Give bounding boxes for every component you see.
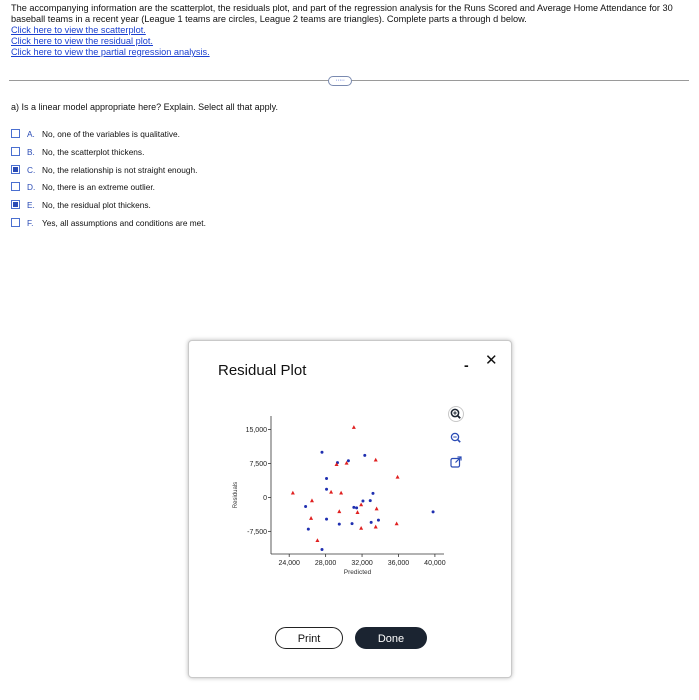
- league1-point: [351, 522, 354, 525]
- option-b-checkbox[interactable]: [11, 147, 20, 156]
- league1-point: [352, 506, 355, 509]
- option-a-checkbox[interactable]: [11, 129, 20, 138]
- league2-point: [356, 510, 360, 514]
- league2-point: [396, 475, 400, 479]
- league1-point: [432, 510, 435, 513]
- league1-point: [304, 505, 307, 508]
- residual-plot-dialog: [188, 340, 512, 678]
- option-e-text: No, the residual plot thickens.: [42, 200, 151, 211]
- x-tick-label: 36,000: [387, 560, 410, 567]
- option-a-letter: A.: [27, 129, 35, 139]
- done-button[interactable]: Done: [355, 627, 427, 649]
- close-icon[interactable]: ✕: [485, 352, 498, 369]
- league2-point: [359, 526, 363, 530]
- league1-point: [325, 488, 328, 491]
- problem-intro: [11, 3, 691, 58]
- league1-point: [355, 506, 358, 509]
- option-c-checkbox[interactable]: [11, 165, 20, 174]
- scatterplot-link[interactable]: Click here to view the scatterplot.: [11, 25, 146, 35]
- league1-point: [369, 499, 372, 502]
- league1-point: [325, 518, 328, 521]
- league1-point: [371, 492, 374, 495]
- league2-point: [309, 516, 313, 520]
- option-d-letter: D.: [27, 182, 36, 193]
- league1-point: [320, 548, 323, 551]
- option-d-text: No, there is an extreme outlier.: [42, 182, 155, 193]
- league2-point: [395, 521, 399, 525]
- expand-more-button[interactable]: ·····: [328, 76, 352, 86]
- option-d-checkbox[interactable]: [11, 182, 20, 191]
- option-a-text: No, one of the variables is qualitative.: [42, 129, 180, 139]
- league2-point: [374, 525, 378, 529]
- minimize-icon[interactable]: -: [464, 357, 469, 373]
- league1-point: [363, 454, 366, 457]
- option-f-letter: F.: [27, 217, 34, 228]
- option-e-checkbox[interactable]: [11, 200, 20, 209]
- option-f-checkbox[interactable]: [11, 218, 20, 227]
- league1-point: [338, 523, 341, 526]
- option-b-letter: B.: [27, 146, 35, 157]
- y-tick-label: 7,500: [249, 461, 267, 469]
- option-f-text: Yes, all assumptions and conditions are met.: [42, 217, 206, 228]
- league2-point: [375, 507, 379, 511]
- y-tick-label: -7,500: [247, 528, 267, 536]
- league2-point: [374, 458, 378, 462]
- y-tick-label: 15,000: [245, 427, 267, 435]
- league1-point: [377, 519, 380, 522]
- league2-point: [337, 509, 341, 513]
- league1-point: [370, 521, 373, 524]
- intro-line-2: baseball teams in a recent year (League 1 teams are circles, League 2 teams are triangles). Complete parts a through d below.: [11, 14, 527, 24]
- chart-axes: [233, 416, 446, 576]
- league1-point: [347, 459, 350, 462]
- residual-scatter-chart: [189, 341, 511, 611]
- y-axis-label: Residuals: [233, 481, 239, 509]
- league2-point: [315, 538, 319, 542]
- x-tick-label: 32,000: [351, 560, 373, 567]
- league2-point: [359, 502, 363, 506]
- option-c-letter: C.: [27, 164, 36, 175]
- league2-point: [291, 491, 295, 495]
- chart-marks: [291, 425, 435, 551]
- intro-line-1: The accompanying information are the scatterplot, the residuals plot, and part of the regression analysis for the Runs Scored and Average Home Attendance for 30: [11, 3, 673, 13]
- residual-plot-link[interactable]: Click here to view the residual plot.: [11, 36, 153, 46]
- league1-point: [320, 451, 323, 454]
- x-tick-label: 28,000: [314, 560, 337, 567]
- y-tick-label: 0: [263, 494, 267, 502]
- option-c-text: No, the relationship is not straight enough.: [42, 164, 198, 175]
- league1-point: [307, 528, 310, 531]
- regression-analysis-link[interactable]: Click here to view the partial regression analysis.: [11, 47, 210, 57]
- league1-point: [325, 477, 328, 480]
- option-e-letter: E.: [27, 200, 35, 211]
- x-tick-label: 24,000: [278, 560, 300, 567]
- question-text: a) Is a linear model appropriate here? Explain. Select all that apply.: [11, 102, 278, 112]
- dialog-title: Residual Plot: [218, 362, 307, 379]
- league2-point: [329, 490, 333, 494]
- league2-point: [352, 425, 356, 429]
- league2-point: [339, 491, 343, 495]
- x-axis-label: Predicted: [343, 569, 372, 576]
- print-button[interactable]: Print: [275, 627, 343, 649]
- league1-point: [361, 500, 364, 503]
- option-b-text: No, the scatterplot thickens.: [42, 146, 145, 157]
- league2-point: [310, 498, 314, 502]
- x-tick-label: 40,000: [424, 560, 446, 567]
